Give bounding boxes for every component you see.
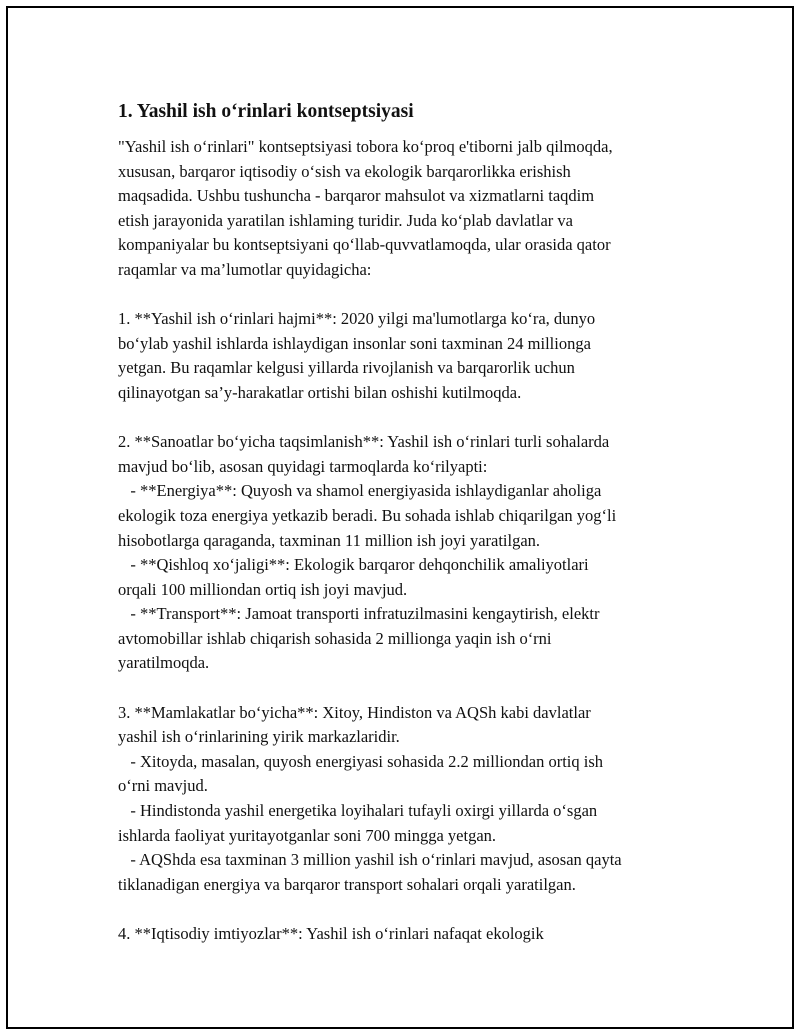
list-item-line: - **Energiya**: Quyosh va shamol energiyasida ishlaydiganlar aholiga — [118, 481, 602, 501]
text-line: bo‘ylab yashil ishlarda ishlaydigan insonlar soni taxminan 24 millionga — [118, 333, 591, 353]
text-line: yaratilmoqda. — [118, 653, 210, 673]
text-line: ekologik toza energiya yetkazib beradi. Bu sohada ishlab chiqarilgan yog‘li — [118, 505, 617, 525]
text-line: 1. **Yashil ish o‘rinlari hajmi**: 2020 yilgi ma'lumotlarga ko‘ra, dunyo — [118, 309, 596, 329]
section-1-paragraph — [118, 307, 708, 405]
text-line: raqamlar va ma’lumotlar quyidagicha: — [118, 259, 372, 279]
text-line: orqali 100 milliondan ortiq ish joyi mavjud. — [118, 579, 408, 599]
list-item-line: - AQShda esa taxminan 3 million yashil ish o‘rinlari mavjud, asosan qayta — [118, 850, 622, 870]
text-line: ishlarda faoliyat yuritayotganlar soni 700 mingga yetgan. — [118, 825, 497, 845]
section-3-paragraph — [118, 701, 708, 898]
section-2-paragraph — [118, 430, 708, 676]
paragraph-spacer — [118, 406, 708, 431]
text-line: avtomobillar ishlab chiqarish sohasida 2 millionga yaqin ish o‘rni — [118, 628, 552, 648]
list-item-line: - Hindistonda yashil energetika loyihalari tufayli oxirgi yillarda o‘sgan — [118, 801, 598, 821]
text-line: maqsadida. Ushbu tushuncha - barqaror mahsulot va xizmatlarni taqdim — [118, 186, 595, 206]
paragraph-spacer — [118, 676, 708, 701]
section-heading: 1. Yashil ish o‘rinlari kontseptsiyasi — [118, 101, 414, 122]
list-item-line: - **Qishloq xo‘jaligi**: Ekologik barqaror dehqonchilik amaliyotlari — [118, 555, 589, 575]
text-line: hisobotlarga qaraganda, taxminan 11 million ish joyi yaratilgan. — [118, 530, 541, 550]
list-item-line: - Xitoyda, masalan, quyosh energiyasi sohasida 2.2 milliondan ortiq ish — [118, 751, 604, 771]
text-line: "Yashil ish o‘rinlari" kontseptsiyasi tobora ko‘proq e'tiborni jalb qilmoqda, — [118, 137, 613, 156]
text-line: kompaniyalar bu kontseptsiyani qo‘llab-quvvatlamoqda, ular orasida qator — [118, 235, 611, 255]
list-item-line: - **Transport**: Jamoat transporti infratuzilmasini kengaytirish, elektr — [118, 604, 600, 624]
text-line: 4. **Iqtisodiy imtiyozlar**: Yashil ish o‘rinlari nafaqat ekologik — [118, 924, 544, 943]
paragraph-spacer — [118, 283, 708, 308]
text-line: tiklanadigan energiya va barqaror transport sohalari orqali yaratilgan. — [118, 874, 576, 894]
text-line: etish jarayonida yaratilan ishlaming turidir. Juda ko‘plab davlatlar va — [118, 210, 573, 230]
paragraph-spacer — [118, 897, 708, 922]
section-4-paragraph — [118, 922, 708, 947]
text-line: mavjud bo‘lib, asosan quyidagi tarmoqlarda ko‘rilyapti: — [118, 456, 488, 476]
intro-paragraph — [118, 135, 708, 283]
document-page — [6, 6, 794, 1029]
text-line: xususan, barqaror iqtisodiy o‘sish va ekologik barqarorlikka erishish — [118, 161, 571, 181]
text-line: 3. **Mamlakatlar bo‘yicha**: Xitoy, Hindiston va AQSh kabi davlatlar — [118, 702, 591, 722]
text-line: qilinayotgan sa’y-harakatlar ortishi bilan oshishi kutilmoqda. — [118, 382, 522, 402]
text-line: yetgan. Bu raqamlar kelgusi yillarda rivojlanish va barqarorlik uchun — [118, 358, 575, 378]
text-line: 2. **Sanoatlar bo‘yicha taqsimlanish**: Yashil ish o‘rinlari turli sohalarda — [118, 432, 610, 452]
document-body — [118, 98, 708, 947]
text-line: yashil ish o‘rinlarining yirik markazlaridir. — [118, 727, 400, 747]
text-line: o‘rni mavjud. — [118, 776, 208, 796]
